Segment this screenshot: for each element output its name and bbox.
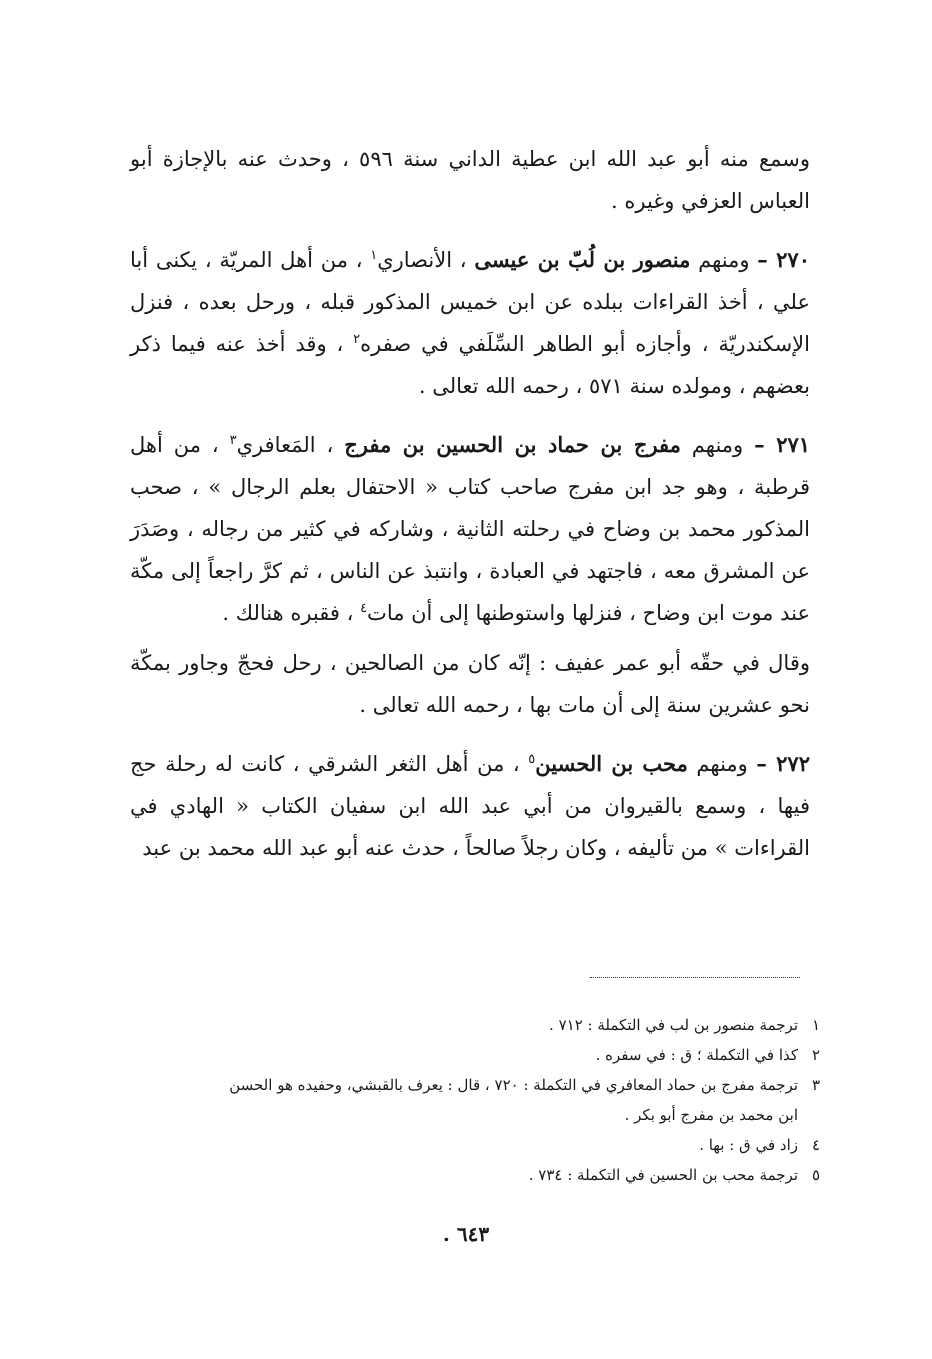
entry-text: ، من أهل قرطبة ، وهو جد ابن مفرج صاحب كتاب « الاحتفال بعلم الرجال » ، صحب المذكور محمد بن وضاح في رحلته الثانية ، وشاركه في كثير من رجاله ، وصَدَرَ عن المشرق معه ، فاجتهد في العبادة ، وانتبذ عن الناس ، ثم كرَّ راجعاً إلى مكّة عند موت ابن وضاح ، فنزلها واستوطنها إلى أن مات <box>130 433 810 625</box>
footnote-item <box>132 1070 820 1100</box>
footnote-text: ترجمة مفرج بن حماد المعافري في التكملة : ٧٢٠ ، قال : يعرف بالقبشي، وحفيده هو الحسن <box>229 1076 798 1094</box>
footnotes <box>132 1010 820 1190</box>
entry-name: منصور بن لُبّ بن عيسى <box>474 247 691 272</box>
footnote-ref[interactable]: ١ <box>370 248 378 263</box>
footnote-text: زاد في ق : بها . <box>699 1136 798 1154</box>
entry-text: ، من أهل المريّة ، يكنى أبا علي ، أخذ القراءات ببلده عن ابن خميس المذكور قبله ، ورحل بعده ، فنزل الإسكندريّة ، وأجازه أبو الطاهر السِّلَفي في صفره <box>130 248 810 356</box>
paragraph-intro <box>130 138 810 222</box>
footnote-ref[interactable]: ٤ <box>360 601 368 616</box>
entry-name: مفرج بن حماد بن الحسين بن مفرج <box>344 432 681 457</box>
footnote-number: ٢ <box>811 1046 820 1064</box>
footnote-continuation: ابن محمد بن مفرج أبو بكر . <box>624 1106 798 1124</box>
footnote-separator <box>590 977 800 978</box>
paragraph-271-continued <box>130 642 810 726</box>
footnote-text: ترجمة محب بن الحسين في التكملة : ٧٣٤ . <box>528 1166 798 1184</box>
entry-number: ٢٧٠ – <box>757 247 810 272</box>
entry-270 <box>130 239 810 407</box>
entry-number: ٢٧٢ – <box>756 751 810 776</box>
footnote-number: ٤ <box>811 1136 820 1154</box>
footnote-ref[interactable]: ٢ <box>353 332 361 347</box>
paragraph-text: وقال في حقّه أبو عمر عفيف : إنّه كان من الصالحين ، رحل فحجّ وجاور بمكّة نحو عشرين سنة إلى أن مات بها ، رحمه الله تعالى . <box>130 651 810 717</box>
entry-name: محب بن الحسين <box>535 751 688 776</box>
entry-text-end: ، فقبره هنالك . <box>222 601 361 625</box>
footnote-text: كذا في التكملة ؛ ق : في سفره . <box>595 1046 798 1064</box>
footnote-item <box>132 1130 820 1160</box>
entry-272 <box>130 743 810 869</box>
entry-number: ٢٧١ – <box>754 432 811 457</box>
paragraph-text: وسمع منه أبو عبد الله ابن عطية الداني سنة ٥٩٦ ، وحدث عنه بالإجازة أبو العباس العزفي وغيره . <box>130 147 810 213</box>
footnote-number: ٣ <box>811 1076 820 1094</box>
footnote-item <box>132 1160 820 1190</box>
footnote-item <box>132 1010 820 1040</box>
footnote-ref[interactable]: ٣ <box>229 433 237 448</box>
entry-text: ، من أهل الثغر الشرقي ، كانت له رحلة حج فيها ، وسمع بالقيروان من أبي عبد الله ابن سفيان الكتاب « الهادي في القراءات » من تأليفه ، وكان رجلاً صالحاً ، حدث عنه أبو عبد الله محمد بن عبد <box>130 752 810 860</box>
entry-intro: ومنهم <box>690 248 758 272</box>
footnote-number: ١ <box>811 1016 820 1034</box>
entry-271 <box>130 424 810 634</box>
entry-intro: ومنهم <box>687 752 757 776</box>
entry-nisba: ، المَعافري <box>236 433 345 457</box>
page-number: ٦٤٣ . <box>442 1222 490 1246</box>
entry-intro: ومنهم <box>680 433 755 457</box>
main-text <box>130 138 810 886</box>
footnote-number: ٥ <box>811 1166 820 1184</box>
entry-nisba: ، الأنصاري <box>377 248 475 272</box>
footnote-text: ترجمة منصور بن لب في التكملة : ٧١٢ . <box>549 1016 798 1034</box>
footnote-ref[interactable]: ٥ <box>528 752 536 767</box>
entry-text-end: ، وقد أخذ عنه فيما ذكر بعضهم ، ومولده سنة ٥٧١ ، رحمه الله تعالى . <box>130 332 810 398</box>
footnote-item <box>132 1040 820 1070</box>
